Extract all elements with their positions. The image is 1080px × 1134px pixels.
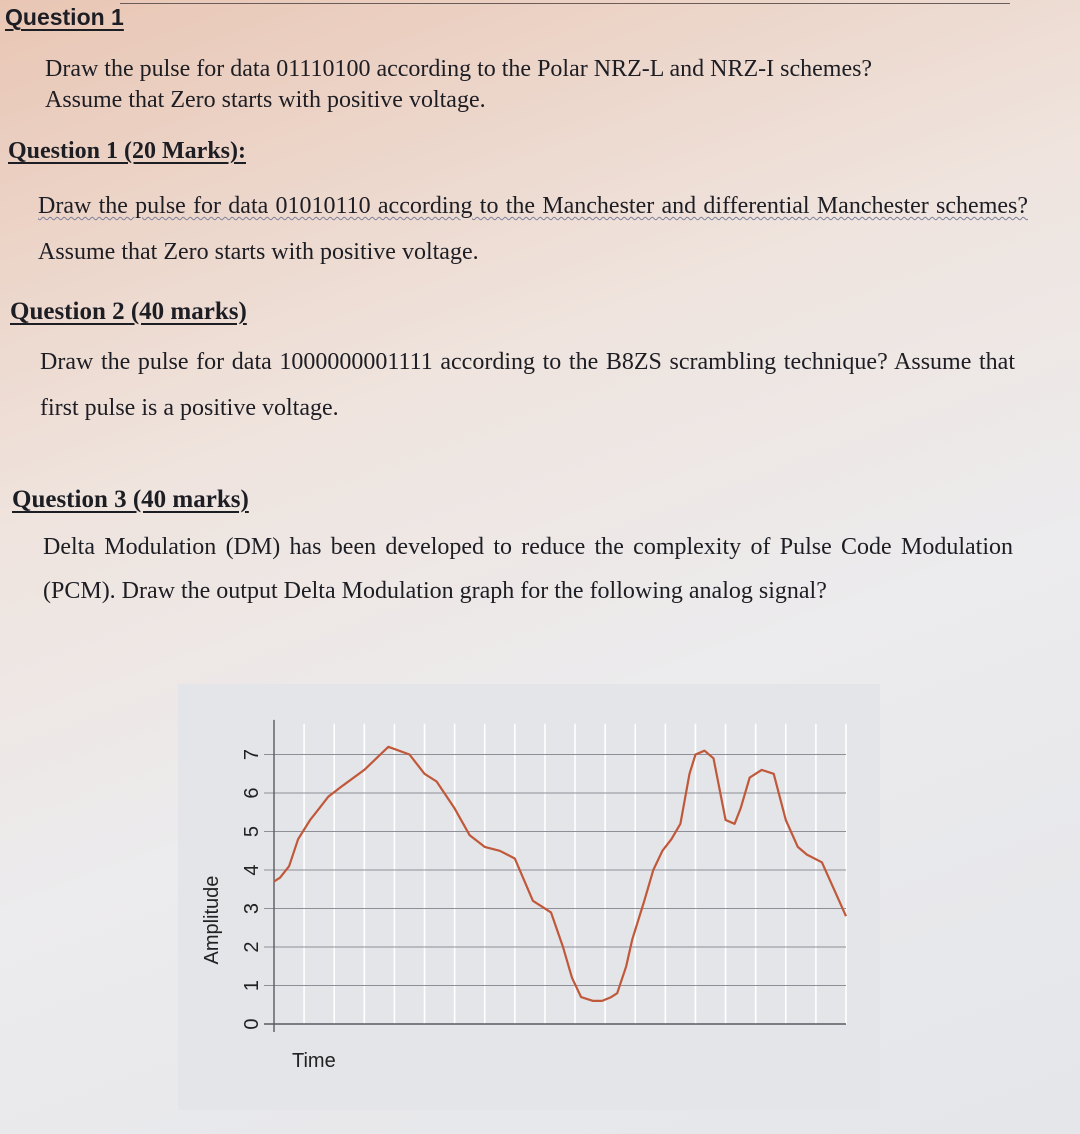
- y-tick-label: 3: [241, 902, 263, 915]
- q2-body: Draw the pulse for data 1000000001111 according to the B8ZS scrambling technique? Assume that first pulse is a positive voltage.: [40, 349, 1015, 421]
- q1b-text-wavy: Draw the pulse for data 01010110 according to the Manchester and differential Manchester schemes?: [38, 193, 1028, 219]
- y-tick-label: 7: [241, 748, 263, 761]
- y-tick-label: 6: [241, 787, 263, 799]
- q1-line1: Draw the pulse for data 01110100 according to the Polar NRZ-L and NRZ-I schemes?: [45, 56, 873, 82]
- y-tick-labels: [241, 749, 263, 1030]
- vertical-grid: [304, 724, 846, 1024]
- y-axis-label: Amplitude: [201, 875, 223, 965]
- q1-heading: Question 1: [5, 4, 124, 30]
- y-tick-label: 5: [241, 825, 263, 838]
- y-tick-label: 4: [241, 864, 263, 876]
- q1-body: [45, 54, 872, 116]
- y-tick-label: 2: [241, 941, 263, 953]
- q3-body: Delta Modulation (DM) has been developed to reduce the complexity of Pulse Code Modulation (PCM). Draw the output Delta Modulation graph for the following analog signal?: [43, 534, 1013, 604]
- y-tick-label: 1: [241, 979, 263, 992]
- q1-line2: Assume that Zero starts with positive voltage.: [45, 87, 486, 113]
- q1b-heading: Question 1 (20 Marks):: [8, 138, 246, 164]
- q1b-body: [38, 183, 1028, 275]
- y-tick-label: 0: [241, 1018, 263, 1030]
- q3-heading: Question 3 (40 marks): [12, 486, 249, 513]
- q1b-text-rest: Assume that Zero starts with positive voltage.: [38, 239, 479, 265]
- x-axis-label: Time: [292, 1050, 336, 1072]
- q2-heading: Question 2 (40 marks): [10, 298, 247, 325]
- analog-signal-chart: [178, 684, 880, 1110]
- top-rule: [120, 3, 1010, 4]
- signal-line: [274, 747, 846, 1001]
- chart-svg: [178, 684, 880, 1110]
- horizontal-grid: [264, 755, 846, 986]
